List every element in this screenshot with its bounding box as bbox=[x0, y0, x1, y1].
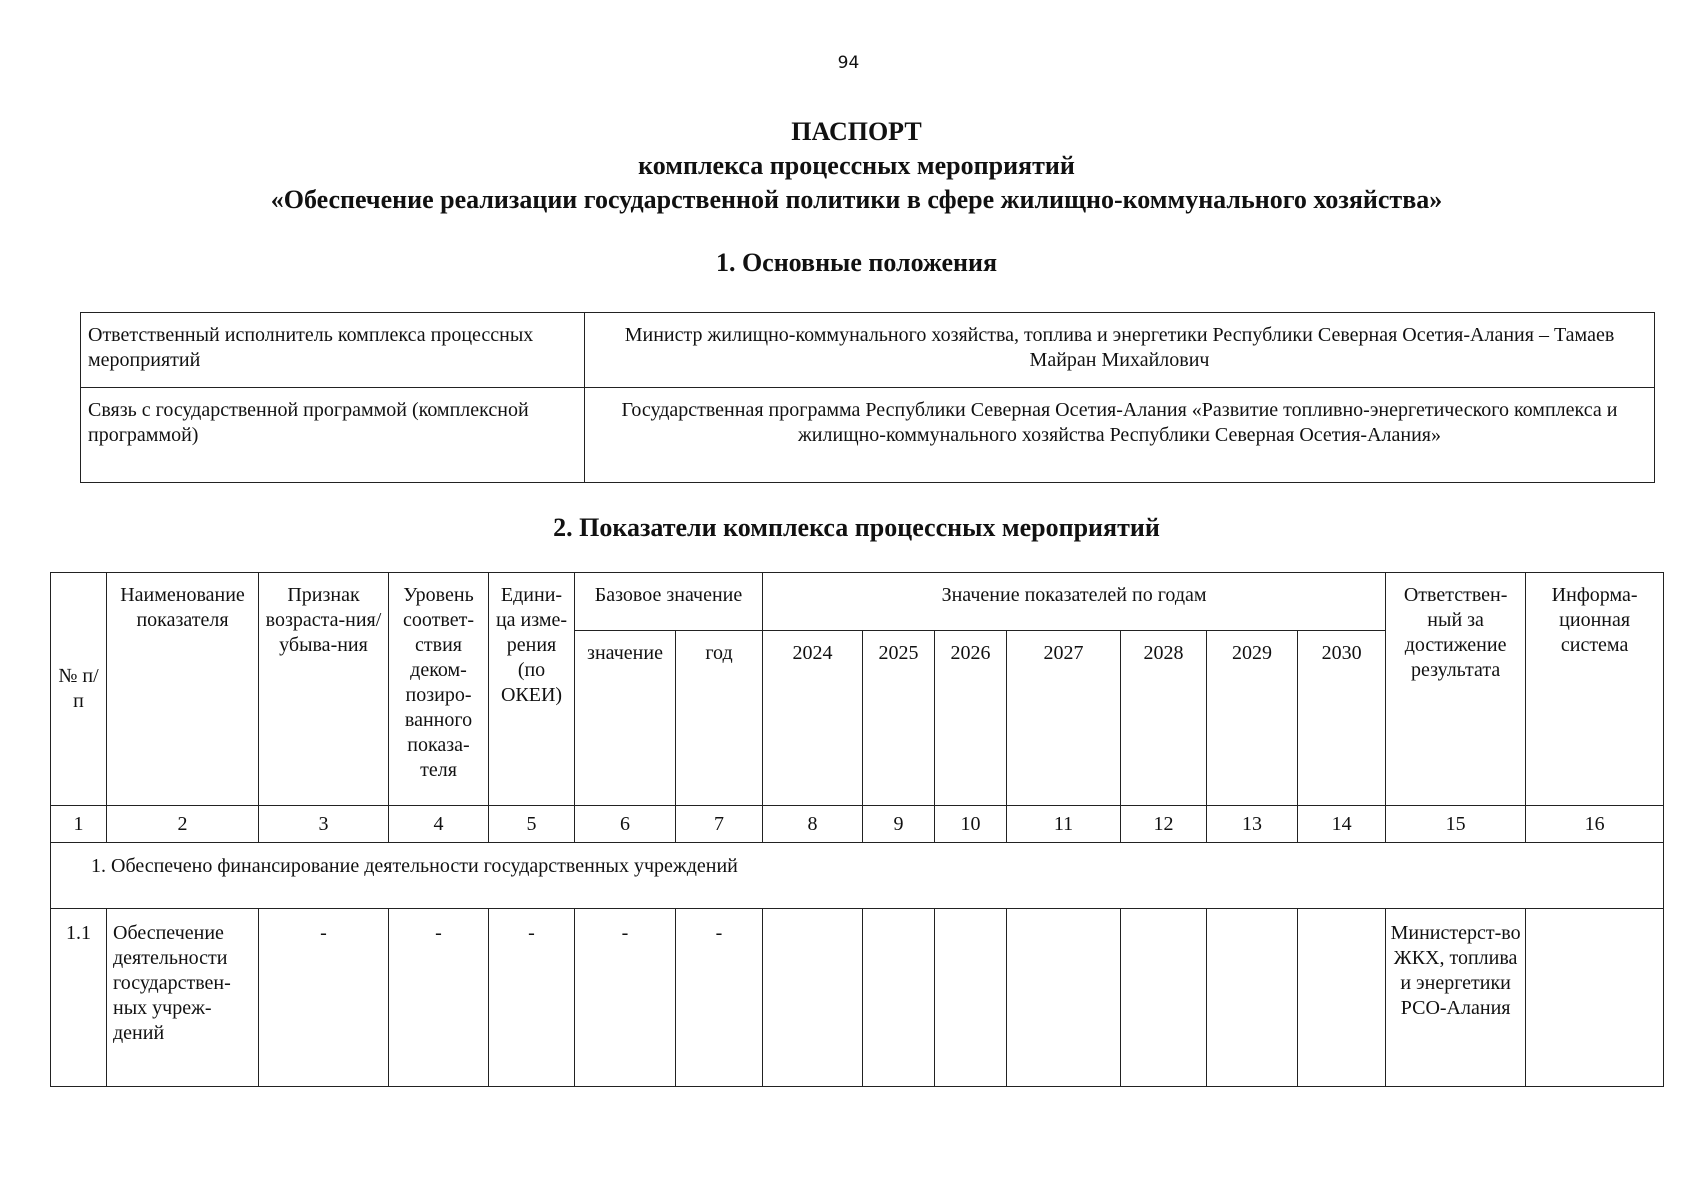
column-number: 16 bbox=[1526, 806, 1664, 843]
header-year: 2029 bbox=[1207, 631, 1298, 806]
column-number: 6 bbox=[575, 806, 676, 843]
table-row bbox=[51, 909, 1664, 1087]
indicator-year-value bbox=[1207, 909, 1298, 1087]
title-line-1: ПАСПОРТ bbox=[791, 117, 922, 146]
column-number: 15 bbox=[1386, 806, 1526, 843]
header-year: 2024 bbox=[763, 631, 863, 806]
column-number: 9 bbox=[863, 806, 935, 843]
indicator-level: - bbox=[389, 909, 489, 1087]
column-number: 5 bbox=[489, 806, 575, 843]
indicator-responsible: Министерст-во ЖКХ, топлива и энергетики РСО-Алания bbox=[1386, 909, 1526, 1087]
indicators-table bbox=[50, 572, 1664, 1087]
column-number: 7 bbox=[676, 806, 763, 843]
header-base: Базовое значение bbox=[575, 573, 763, 631]
column-number: 12 bbox=[1121, 806, 1207, 843]
section-2-heading: 2. Показатели комплекса процессных мероприятий bbox=[553, 513, 1160, 542]
header-unit: Едини-ца изме-рения (по ОКЕИ) bbox=[489, 573, 575, 806]
column-number: 4 bbox=[389, 806, 489, 843]
main-provisions-table bbox=[80, 312, 1655, 483]
header-year: 2027 bbox=[1007, 631, 1121, 806]
group-title: 1. Обеспечено финансирование деятельности государственных учреждений bbox=[51, 843, 1664, 909]
indicator-base-value: - bbox=[575, 909, 676, 1087]
header-year: 2026 bbox=[935, 631, 1007, 806]
header-info-system: Информа-ционная система bbox=[1526, 573, 1664, 806]
indicator-year-value bbox=[1007, 909, 1121, 1087]
group-row bbox=[51, 843, 1664, 909]
indicator-base-year: - bbox=[676, 909, 763, 1087]
indicator-trend: - bbox=[259, 909, 389, 1087]
header-year: 2030 bbox=[1298, 631, 1386, 806]
indicator-info-system bbox=[1526, 909, 1664, 1087]
header-year: 2025 bbox=[863, 631, 935, 806]
section-1-heading: 1. Основные положения bbox=[715, 248, 998, 277]
header-year: 2028 bbox=[1121, 631, 1207, 806]
page-number: 94 bbox=[837, 53, 860, 73]
indicator-year-value bbox=[863, 909, 935, 1087]
table-row bbox=[81, 313, 1655, 388]
title-line-2: комплекса процессных мероприятий bbox=[638, 151, 1075, 180]
table-row bbox=[81, 388, 1655, 483]
indicator-unit: - bbox=[489, 909, 575, 1087]
row-num: 1.1 bbox=[51, 909, 107, 1087]
column-number: 2 bbox=[107, 806, 259, 843]
header-trend: Признак возраста-ния/убыва-ния bbox=[259, 573, 389, 806]
document-title bbox=[0, 115, 1697, 217]
indicator-name: Обеспечение деятельности государствен-ных учреж-дений bbox=[107, 909, 259, 1087]
column-number: 11 bbox=[1007, 806, 1121, 843]
column-number-row bbox=[51, 806, 1664, 843]
header-level: Уровень соответ-ствия деком-позиро-ванного показа-теля bbox=[389, 573, 489, 806]
header-base-year: год bbox=[676, 631, 763, 806]
provision-label: Ответственный исполнитель комплекса процессных мероприятий bbox=[81, 313, 585, 388]
indicator-year-value bbox=[935, 909, 1007, 1087]
indicator-year-value bbox=[1121, 909, 1207, 1087]
column-number: 3 bbox=[259, 806, 389, 843]
header-num: № п/п bbox=[51, 573, 107, 806]
column-number: 8 bbox=[763, 806, 863, 843]
column-number: 10 bbox=[935, 806, 1007, 843]
indicator-year-value bbox=[1298, 909, 1386, 1087]
provision-label: Связь с государственной программой (комплексной программой) bbox=[81, 388, 585, 483]
provision-value: Министр жилищно-коммунального хозяйства, топлива и энергетики Республики Северная Осетия-Алания – Тамаев Майран Михайлович bbox=[585, 313, 1655, 388]
column-number: 14 bbox=[1298, 806, 1386, 843]
header-years-group: Значение показателей по годам bbox=[763, 573, 1386, 631]
indicator-year-value bbox=[763, 909, 863, 1087]
column-number: 1 bbox=[51, 806, 107, 843]
header-name: Наименование показателя bbox=[107, 573, 259, 806]
header-base-value: значение bbox=[575, 631, 676, 806]
title-line-3: «Обеспечение реализации государственной политики в сфере жилищно-коммунального хозяйства» bbox=[270, 185, 1443, 214]
header-responsible: Ответствен-ный за достижение результата bbox=[1386, 573, 1526, 806]
column-number: 13 bbox=[1207, 806, 1298, 843]
provision-value: Государственная программа Республики Северная Осетия-Алания «Развитие топливно-энергетического комплекса и жилищно-коммунального хозяйства Республики Северная Осетия-Алания» bbox=[585, 388, 1655, 483]
header-row bbox=[51, 573, 1664, 631]
